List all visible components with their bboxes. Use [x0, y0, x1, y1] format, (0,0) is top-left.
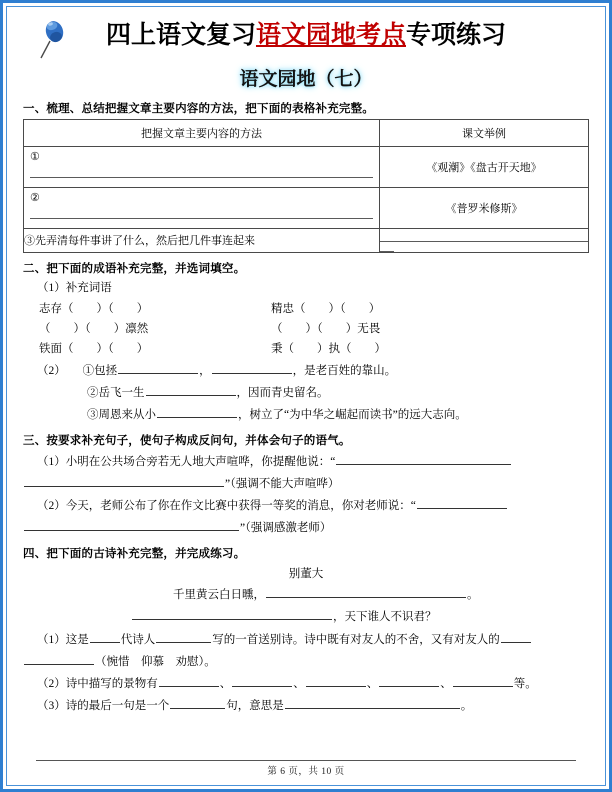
table-header-example: 课文举例: [379, 120, 588, 147]
poem-title: 别董大: [288, 568, 324, 580]
fill-2-after: ，因而青史留名。: [236, 387, 329, 399]
fill-2-before: 岳飞一生: [98, 387, 145, 399]
answer-rule[interactable]: [30, 177, 373, 178]
subtitle: 语文园地（七）: [239, 69, 373, 90]
answer-rule-short[interactable]: [380, 251, 394, 252]
poem-blank-1[interactable]: [266, 584, 466, 598]
p4-q2-blank-3[interactable]: [306, 673, 366, 687]
p4-q2-prefix: （2）诗中描写的景物有: [37, 678, 158, 690]
poem-line-1-text: 千里黄云白日曛，: [173, 589, 265, 601]
fill-3-after: ，树立了“为中华之崛起而读书”的远大志向。: [238, 409, 467, 421]
p4-q2-suffix: 等。: [513, 678, 537, 690]
row-marker-2: ②: [30, 192, 40, 204]
subtitle-container: [23, 63, 589, 93]
table-cell-method-3: [24, 229, 380, 253]
p4-q3-blank-type[interactable]: [170, 695, 225, 709]
fill-1-blank-b[interactable]: [212, 360, 292, 374]
p4-q1-blank-dynasty[interactable]: [90, 629, 120, 643]
page-footer: [7, 760, 605, 777]
fill-2-marker: ②: [87, 387, 99, 399]
page-number: 第 6 页，共 10 页: [267, 767, 345, 777]
table-cell-example-3[interactable]: [379, 229, 588, 253]
p4-q3-part1: （3）诗的最后一句是一个: [37, 700, 170, 712]
title-highlight: 语文园地考点: [255, 22, 406, 49]
fill-1-blank-a[interactable]: [118, 360, 198, 374]
section-2-fill-1: [23, 360, 589, 381]
q2-blank-a[interactable]: [417, 495, 507, 509]
table-row: [24, 147, 589, 188]
page-title: [23, 13, 589, 59]
section-2-fill-2: [23, 382, 589, 403]
answer-rule[interactable]: [30, 218, 373, 219]
idiom-left-2[interactable]: （ ）（ ）凛然: [39, 323, 149, 335]
section-4-q1-line1: [23, 629, 589, 650]
p4-q2-blank-4[interactable]: [379, 673, 439, 687]
p4-q3-part2: 句，意思是: [226, 700, 284, 712]
section-3-q1-line1: [23, 451, 589, 472]
table-row: [24, 229, 589, 253]
row-marker-1: ①: [30, 151, 40, 163]
q1-text: （1）小明在公共场合旁若无人地大声喧哗，你提醒他说：“: [37, 456, 336, 468]
p4-q3-blank-meaning[interactable]: [285, 695, 460, 709]
fill-2-blank[interactable]: [146, 382, 236, 396]
idiom-right-3[interactable]: 秉（ ）执（ ）: [271, 343, 386, 355]
idiom-left-1[interactable]: 志存（ ）（ ）: [39, 303, 149, 315]
fill-1-before: 包拯: [94, 365, 118, 377]
q1-blank-a[interactable]: [336, 451, 511, 465]
p4-q1-options: （惋惜 仰慕 劝慰）。: [95, 656, 216, 668]
idiom-row: [23, 299, 589, 319]
section-4-heading: 四、把下面的古诗补充完整，并完成练习。: [23, 548, 246, 560]
page-content: [7, 7, 605, 785]
fill-1-after: ，是老百姓的靠山。: [292, 365, 397, 377]
fill-3-before: 周恩来从小: [98, 409, 156, 421]
idiom-left-3[interactable]: 铁面（ ）（ ）: [39, 343, 149, 355]
title-suffix: 专项练习: [406, 22, 507, 49]
table-cell-example-1: 《观潮》《盘古开天地》: [379, 147, 588, 188]
section-2-sub1-label: （1）补充词语: [37, 282, 112, 294]
p4-q1-blank-feel-b[interactable]: [24, 651, 94, 665]
table-header-method: 把握文章主要内容的方法: [24, 120, 380, 147]
fill-3-blank[interactable]: [157, 404, 237, 418]
q2-close: ”（强调感激老师）: [240, 522, 332, 534]
row-marker-3: ③: [24, 234, 35, 247]
table-row: [24, 188, 589, 229]
section-2-heading: 二、把下面的成语补充完整，并选词填空。: [23, 263, 246, 275]
p4-q1-part2: 代诗人: [120, 634, 156, 646]
section-2-sub2-label: （2）: [37, 365, 66, 377]
answer-rule[interactable]: [380, 241, 588, 242]
idiom-right-2[interactable]: （ ）（ ）无畏: [271, 323, 381, 335]
pushpin-icon: [37, 15, 71, 59]
section-4-q3: [23, 695, 589, 716]
footer-divider: [36, 760, 576, 761]
row-3-method-text: 先弄清每件事讲了什么，然后把几件事连起来: [35, 234, 255, 247]
section-4-q2: （2）诗中描写的景物有 、 、 、 、 等。: [23, 673, 589, 694]
poem-blank-2[interactable]: [132, 606, 332, 620]
table-cell-method-2[interactable]: [24, 188, 380, 229]
page-header: [23, 13, 589, 61]
p4-q1-part1: （1）这是: [37, 634, 89, 646]
method-table: [23, 119, 589, 253]
q1-close: ”（强调不能大声喧哗）: [225, 478, 340, 490]
q1-blank-b[interactable]: [24, 473, 224, 487]
page-inner-border: [6, 6, 606, 786]
poem-line-1-end: 。: [467, 589, 479, 601]
fill-1-mid: ，: [199, 365, 211, 377]
section-1-heading: 一、梳理、总结把握文章主要内容的方法，把下面的表格补充完整。: [23, 103, 374, 115]
p4-q1-blank-poet[interactable]: [156, 629, 211, 643]
idiom-right-1[interactable]: 精忠（ ）（ ）: [271, 303, 381, 315]
p4-q3-part3: 。: [460, 700, 473, 712]
p4-q1-part3: 写的一首送别诗。诗中既有对友人的不舍，又有对友人的: [212, 634, 500, 646]
section-3-heading: 三、按要求补充句子，使句子构成反问句，并体会句子的语气。: [23, 435, 351, 447]
title-prefix: 四上语文复习: [105, 22, 256, 49]
poem-line-2-end: ，天下谁人不识君？: [333, 611, 437, 623]
table-cell-method-1[interactable]: [24, 147, 380, 188]
table-header-row: [24, 120, 589, 147]
q2-blank-b[interactable]: [24, 517, 239, 531]
poem-line-2: [23, 606, 589, 628]
idiom-row: [23, 339, 589, 359]
idiom-row: [23, 319, 589, 339]
section-4-q1-line2: [23, 651, 589, 672]
p4-q1-blank-feel-a[interactable]: [501, 629, 531, 643]
table-cell-example-2: 《普罗米修斯》: [379, 188, 588, 229]
section-2-fill-3: [23, 404, 589, 425]
section-3-q2-line2: [23, 517, 589, 538]
section-3-q2-line1: [23, 495, 589, 516]
p4-q2-blank-2[interactable]: [232, 673, 292, 687]
poem-line-1: [23, 584, 589, 606]
fill-1-marker: ①: [82, 365, 95, 377]
p4-q2-blank-5[interactable]: [453, 673, 513, 687]
p4-q2-blank-1[interactable]: [159, 673, 219, 687]
fill-3-marker: ③: [87, 409, 99, 421]
section-3-q1-line2: [23, 473, 589, 494]
q2-text: （2）今天，老师公布了你在作文比赛中获得一等奖的消息，你对老师说：“: [37, 500, 416, 512]
